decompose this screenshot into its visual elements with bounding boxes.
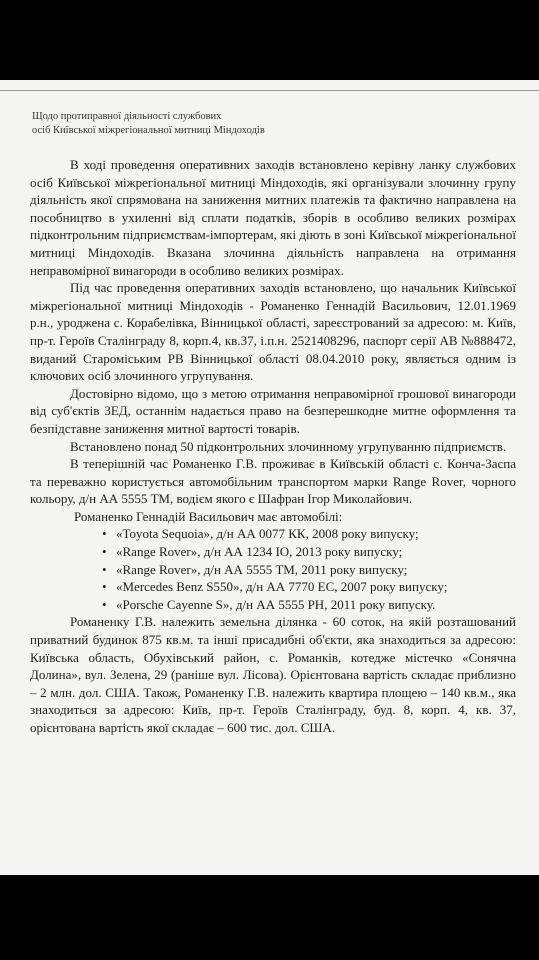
- top-divider: [0, 90, 539, 91]
- document-subject: [32, 110, 265, 138]
- list-item: • «Porsche Cayenne S», д/н АА 5555 PH, 2011 року випуску.: [116, 596, 516, 614]
- list-item: • «Range Rover», д/н АА 1234 IO, 2013 року випуску;: [116, 543, 516, 561]
- cars-heading: Романенко Геннадій Васильович має автомобілі:: [74, 508, 343, 524]
- paragraph-intro: В ході проведення оперативних заходів встановлено керівну ланку службових осіб Київської міжрегіональної митниці Міндоходів, які організували злочинну групу діяльність якої спрямована на заниження митних платежів та фактично направлена на пособництво в ухиленні від сплати податків, зборів в особливо великих розмірах підконтрольним підприємствам-імпортерам, які діють в зоні Київської міжрегіональної митниці Міндоходів. Вказана злочинна діяльність направлена на отримання неправомірної винагороди в особливо великих розмірах.: [30, 157, 516, 278]
- paragraph-residence: В теперішній час Романенко Г.В. проживає в Київській області с. Конча-Заспа та переважно користується автомобільним транспортом марки Range Rover, чорного кольору, д/н АА 5555 ТМ, водієм якого є Шафран Ігор Миколайович.: [30, 456, 516, 507]
- paragraph-reliably-known: Достовірно відомо, що з метою отримання неправомірної грошової винагороди від суб'єктів ЗЕД, останнім надається право на безперешкодне митне оформлення та безпідставне заниження митної вартості товарів.: [30, 385, 516, 436]
- paragraph-property: Романенку Г.В. належить земельна ділянка - 60 соток, на якій розташований приватний будинок 875 кв.м. та інші присадибні об'єкти, яка знаходиться за адресою: Київська область, Обухівський район, с. Романків, котедже містечко «Сонячна Долина», вул. Зелена, 29 (раніше вул. Лісова). Орієнтована вартість складає приблизно – 2 млн. дол. США. Також, Романенку Г.В. належить квартира площею – 140 кв.м., яка знаходиться за адресою: Київ, пр-т. Героїв Сталінграду, буд. 8, корп. 4, кв. 37, орієнтована вартість якої складає – 600 тис. дол. США.: [30, 614, 516, 735]
- list-item: • «Toyota Sequoia», д/н АА 0077 КК, 2008 року випуску;: [116, 525, 516, 543]
- paragraph-controlled-companies: Встановлено понад 50 підконтрольних злочинному угрупуванню підприємств.: [70, 438, 507, 454]
- document-body: [30, 156, 516, 737]
- list-item: • «Mercedes Benz S550», д/н АА 7770 ЕС, 2007 року випуску;: [116, 578, 516, 596]
- cars-list: [30, 525, 516, 613]
- list-item: • «Range Rover», д/н АА 5555 ТМ, 2011 року випуску;: [116, 561, 516, 579]
- subject-line-1: Щодо протиправної діяльності службових: [32, 111, 222, 122]
- document-page: [0, 80, 539, 875]
- paragraph-head-of-customs: Під час проведення оперативних заходів встановлено, що начальник Київської міжрегіональної митниці Міндоходів - Романенко Геннадій Васильович, 12.01.1969 р.н., уроджена с. Корабелівка, Вінницької області, зареєстрований за адресою: м. Київ, пр-т. Героїв Сталінграду 8, корп.4, кв.37, і.п.н. 2521408296, паспорт серії АВ №888472, виданий Старомiським РВ Вінницької області 08.04.2010 року, являється одним із ключових осіб злочинного угрупування.: [30, 280, 516, 384]
- subject-line-2: осіб Київської міжрегіональної митниці Міндоходів: [32, 125, 265, 136]
